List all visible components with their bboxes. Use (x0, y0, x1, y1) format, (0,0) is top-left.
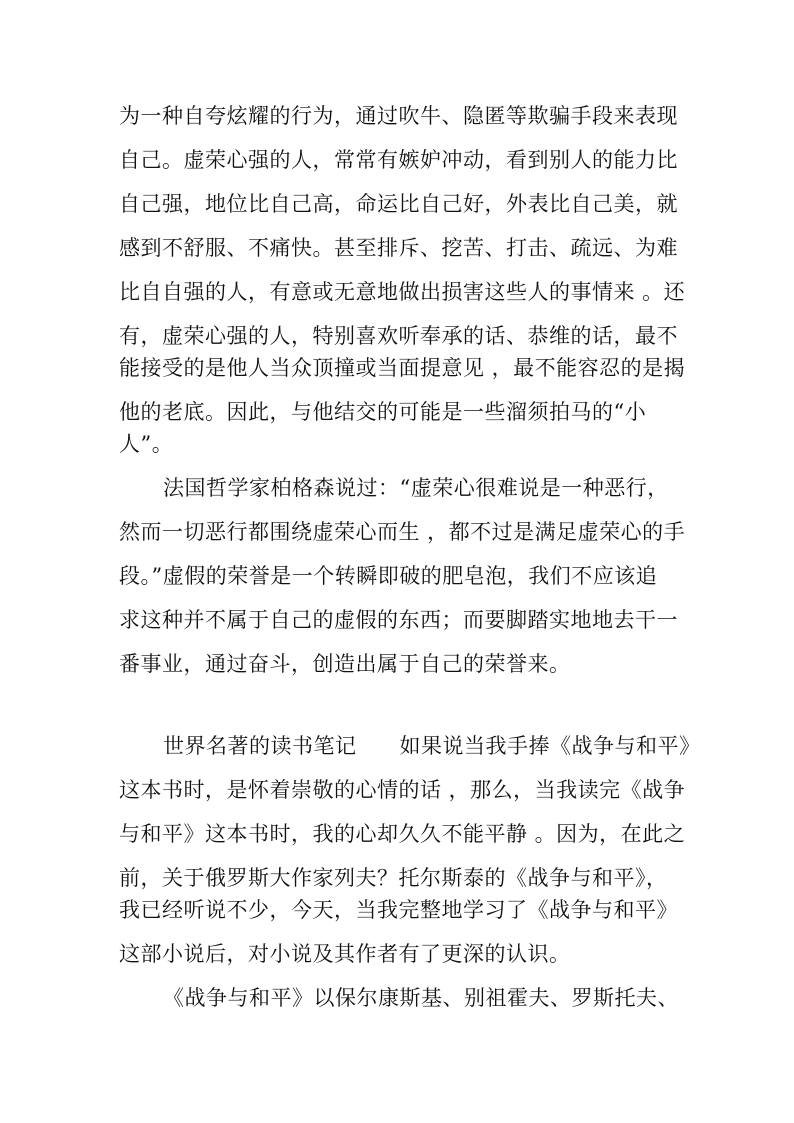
text-line: 自己。虚荣心强的人，常常有嫉妒冲动，看到别人的能力比 (119, 148, 678, 172)
text-line: 法国哲学家柏格森说过：“虚荣心很难说是一种恶行， (163, 476, 669, 500)
text-line: 人”。 (119, 432, 174, 456)
text-line: 《战争与和平》以保尔康斯基、别祖霍夫、罗斯托夫、 (163, 986, 679, 1010)
text-line: 自己强，地位比自己高，命运比自己好，外表比自己美，就 (119, 192, 678, 216)
text-line: 这本书时，是怀着崇敬的心情的话 ，那么，当我读完《战争 (119, 778, 686, 802)
text-line: 番事业，通过奋斗，创造出属于自己的荣誉来。 (119, 652, 571, 676)
text-line: 感到不舒服、不痛快。甚至排斥、挖苦、打击、疏远、为难 (119, 236, 678, 260)
text-line: 我已经听说不少，今天，当我完整地学习了《战争与和平》 (119, 898, 678, 922)
text-line: 世界名著的读书笔记 如果说当我手捧《战争与和平》 (163, 734, 701, 758)
text-line: 这部小说后，对小说及其作者有了更深的认识。 (119, 942, 571, 966)
text-line: 有，虚荣心强的人，特别喜欢听奉承的话、恭维的话，最不 (119, 324, 678, 348)
text-line: 段。”虚假的荣誉是一个转瞬即破的肥皂泡，我们不应该追 (119, 564, 658, 588)
text-line: 然而一切恶行都围绕虚荣心而生 ，都不过是满足虚荣心的手 (119, 520, 686, 544)
text-line: 他的老底。因此，与他结交的可能是一些溜须拍马的“小 (119, 400, 647, 424)
text-line: 求这种并不属于自己的虚假的东西；而要脚踏实地地去干一 (119, 608, 678, 632)
text-line: 与和平》这本书时，我的心却久久不能平静 。因为，在此之 (119, 822, 686, 846)
text-line: 能接受的是他人当众顶撞或当面提意见 ，最不能容忍的是揭 (119, 356, 686, 380)
text-line: 比自自强的人，有意或无意地做出损害这些人的事情来 。还 (119, 280, 686, 304)
text-line: 为一种自夸炫耀的行为，通过吹牛、隐匿等欺骗手段来表现 (119, 104, 678, 128)
text-line: 前，关于俄罗斯大作家列夫？托尔斯泰的《战争与和平》， (119, 866, 668, 890)
